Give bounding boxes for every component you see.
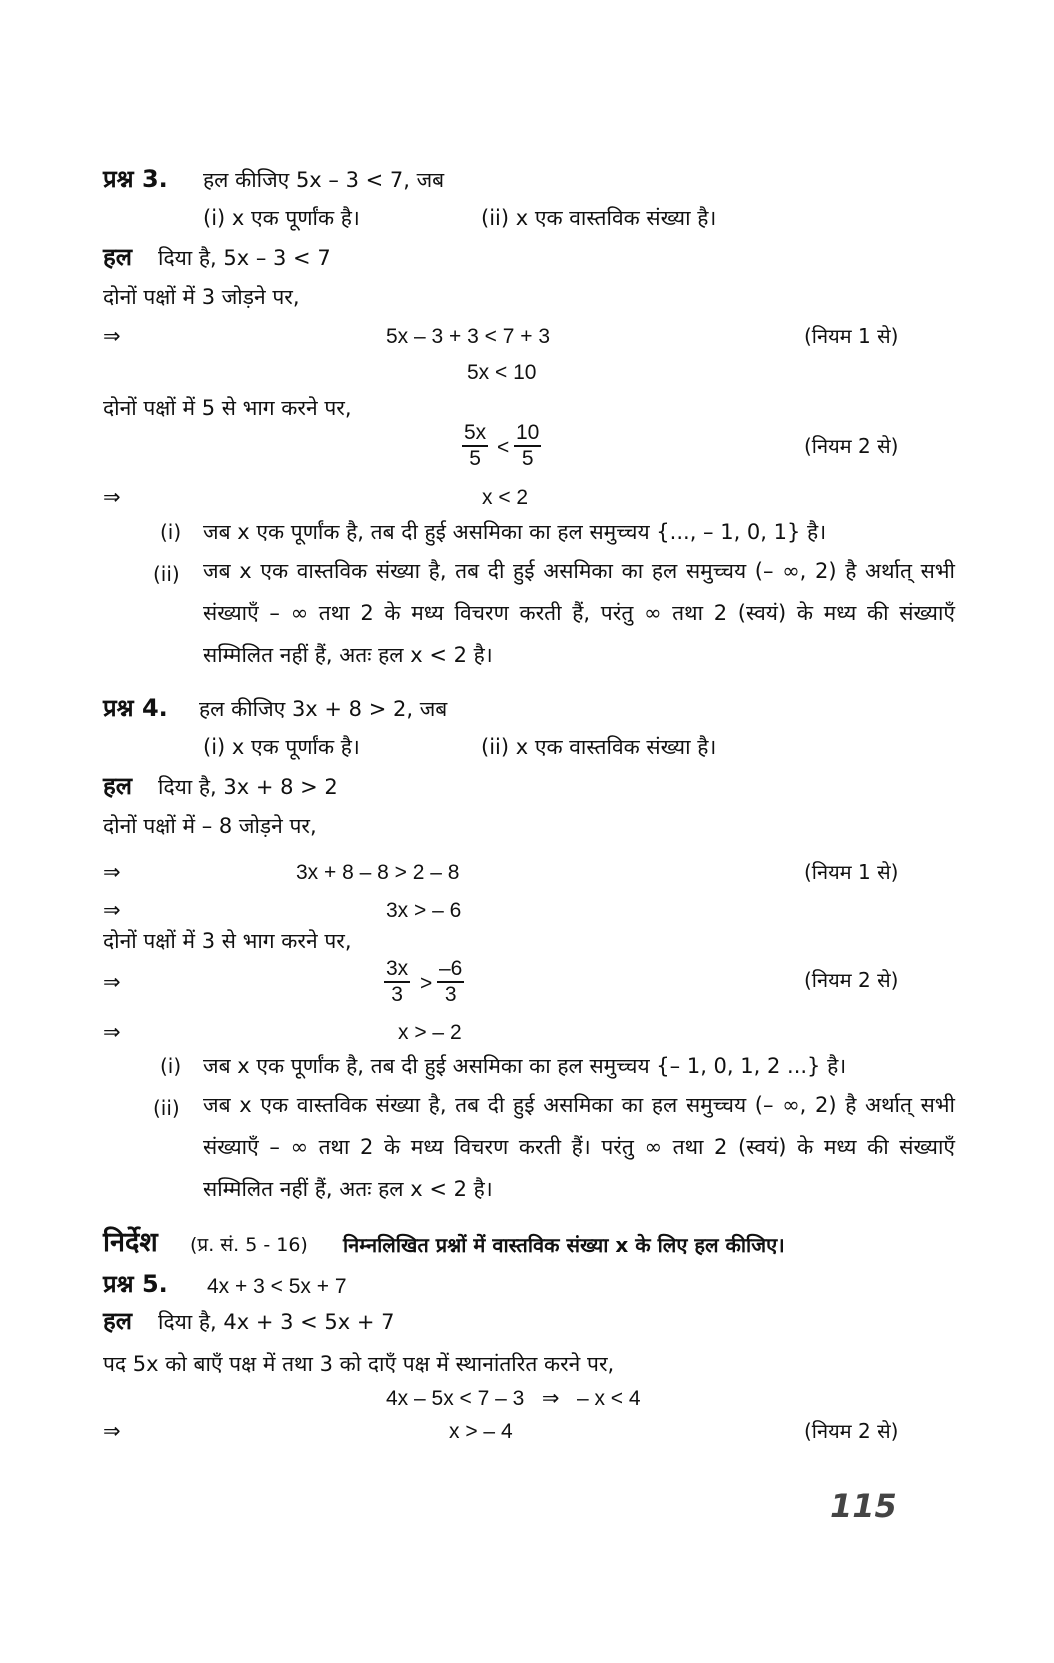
- q5-result: x > – 4: [449, 1420, 513, 1443]
- q4-point-ii-marker: (ii): [153, 1096, 180, 1120]
- q4-equation-2: 3x > – 6: [386, 899, 462, 922]
- q3-equation-1: 5x – 3 + 3 < 7 + 3: [386, 325, 551, 348]
- q4-text: हल कीजिए 3x + 8 > 2, जब: [199, 697, 448, 721]
- q3-rule-1: (नियम 1 से): [804, 324, 899, 348]
- q4-hal-label: हल: [103, 772, 133, 800]
- q5-text: 4x + 3 < 5x + 7: [207, 1275, 347, 1298]
- q5-given: दिया है, 4x + 3 < 5x + 7: [158, 1310, 395, 1334]
- q4-implies-arrow-3: ⇒: [103, 970, 121, 994]
- q4-rule-1: (नियम 1 से): [804, 860, 899, 884]
- q3-implies-arrow-1: ⇒: [103, 324, 121, 348]
- q5-implies-arrow: ⇒: [103, 1419, 121, 1443]
- q4-option-i: (i) x एक पूर्णांक है।: [203, 735, 360, 759]
- q4-result: x > – 2: [398, 1021, 462, 1044]
- q4-equation-1: 3x + 8 – 8 > 2 – 8: [296, 861, 460, 884]
- q3-text: हल कीजिए 5x – 3 < 7, जब: [203, 168, 445, 192]
- q4-fraction-left-numerator: 3x: [384, 957, 410, 983]
- q4-point-ii: जब x एक वास्तविक संख्या है, तब दी हुई असमिका का हल समुच्चय (– ∞, 2) है अर्थात् सभी संख्याएँ – ∞ तथा 2 के मध्य विचरण करती हैं। परंतु ∞ तथा 2 (स्वयं) के मध्य की संख्याएँ सम्मिलित नहीं हैं, अतः हल x < 2 है।: [203, 1093, 955, 1201]
- q3-point-ii: जब x एक वास्तविक संख्या है, तब दी हुई असमिका का हल समुच्चय (– ∞, 2) है अर्थात् सभी संख्याएँ – ∞ तथा 2 के मध्य विचरण करती हैं, परंतु ∞ तथा 2 (स्वयं) के मध्य की संख्याएँ सम्मिलित नहीं हैं, अतः हल x < 2 है।: [203, 559, 955, 667]
- q3-given: दिया है, 5x – 3 < 7: [158, 246, 331, 270]
- q3-fraction-right-numerator: 10: [514, 421, 541, 447]
- nirdesh-range: (प्र. सं. 5 - 16): [190, 1234, 308, 1256]
- q3-fraction-right-denominator: 5: [521, 447, 534, 471]
- q3-fraction-operator: <: [497, 436, 510, 459]
- q3-point-i: जब x एक पूर्णांक है, तब दी हुई असमिका का हल समुच्चय {..., – 1, 0, 1} है।: [203, 520, 827, 544]
- q3-label: प्रश्न 3.: [103, 165, 168, 193]
- q4-fraction-operator: >: [420, 972, 433, 995]
- q3-option-i: (i) x एक पूर्णांक है।: [203, 206, 360, 230]
- q5-equation-1: 4x – 5x < 7 – 3 ⇒ – x < 4: [386, 1387, 641, 1410]
- q4-step1-text: दोनों पक्षों में – 8 जोड़ने पर,: [103, 814, 317, 838]
- q3-step1-text: दोनों पक्षों में 3 जोड़ने पर,: [103, 285, 300, 309]
- q4-fraction-left: [384, 957, 410, 1007]
- q5-rule-2: (नियम 2 से): [804, 1419, 899, 1443]
- q4-implies-arrow-2: ⇒: [103, 898, 121, 922]
- q4-point-i: जब x एक पूर्णांक है, तब दी हुई असमिका का हल समुच्चय {– 1, 0, 1, 2 ...} है।: [203, 1054, 847, 1078]
- q3-equation-2: 5x < 10: [467, 361, 537, 384]
- q3-rule-2: (नियम 2 से): [804, 434, 899, 458]
- q3-step2-text: दोनों पक्षों में 5 से भाग करने पर,: [103, 396, 352, 420]
- q4-option-ii: (ii) x एक वास्तविक संख्या है।: [481, 735, 717, 759]
- nirdesh-text: निम्नलिखित प्रश्नों में वास्तविक संख्या x के लिए हल कीजिए।: [343, 1233, 785, 1257]
- q3-point-i-marker: (i): [160, 520, 182, 544]
- q4-point-i-marker: (i): [160, 1054, 182, 1078]
- q4-rule-2: (नियम 2 से): [804, 968, 899, 992]
- q5-hal-label: हल: [103, 1307, 133, 1335]
- q4-implies-arrow-1: ⇒: [103, 860, 121, 884]
- q3-result: x < 2: [482, 486, 529, 509]
- q5-label: प्रश्न 5.: [103, 1270, 168, 1298]
- q4-fraction-left-denominator: 3: [391, 983, 403, 1007]
- q4-fraction-right-denominator: 3: [444, 983, 457, 1007]
- q3-hal-label: हल: [103, 243, 133, 271]
- q3-fraction-left-numerator: 5x: [462, 421, 488, 447]
- nirdesh-label: निर्देश: [103, 1227, 158, 1258]
- page-number: 115: [830, 1487, 897, 1525]
- q3-option-ii: (ii) x एक वास्तविक संख्या है।: [481, 206, 717, 230]
- q4-fraction-right: [437, 957, 464, 1007]
- q4-given: दिया है, 3x + 8 > 2: [158, 775, 338, 799]
- q3-point-ii-marker: (ii): [153, 562, 180, 586]
- q3-fraction-left-denominator: 5: [469, 447, 481, 471]
- q4-step2-text: दोनों पक्षों में 3 से भाग करने पर,: [103, 929, 352, 953]
- q3-fraction-left: [462, 421, 488, 471]
- q3-implies-arrow-2: ⇒: [103, 485, 121, 509]
- q4-fraction-right-numerator: –6: [437, 957, 464, 983]
- q5-step1-text: पद 5x को बाएँ पक्ष में तथा 3 को दाएँ पक्ष में स्थानांतरित करने पर,: [103, 1352, 615, 1376]
- q3-fraction-right: [514, 421, 541, 471]
- q4-label: प्रश्न 4.: [103, 694, 168, 722]
- q4-implies-arrow-4: ⇒: [103, 1020, 121, 1044]
